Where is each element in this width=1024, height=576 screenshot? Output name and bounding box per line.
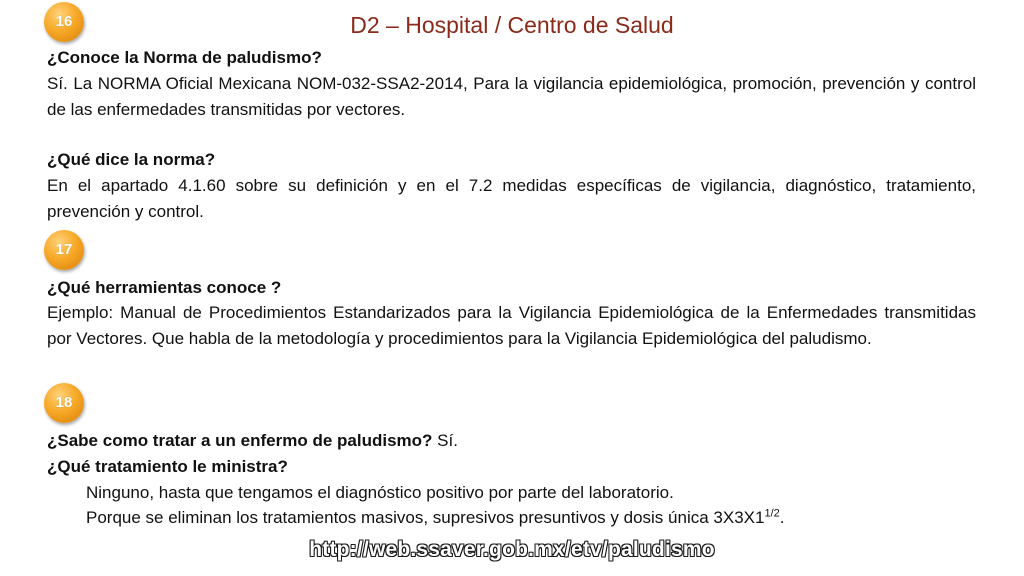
question-dice-norma — [47, 147, 976, 173]
question-label: ¿Qué herramientas conoce ? — [47, 278, 282, 297]
question-label: ¿Conoce la Norma de paludismo? — [47, 48, 322, 67]
answer-text: Porque se eliminan los tratamientos masivos, supresivos presuntivos y dosis única 3X3X1 — [86, 508, 765, 527]
slide-number-badge-16: 16 — [44, 2, 84, 42]
question-tratar — [47, 428, 976, 454]
answer-herramientas: Ejemplo: Manual de Procedimientos Estandarizados para la Vigilancia Epidemiológica de la Enfermedades transmitidas por Vectores. Que habla de la metodología y procedimientos para la Vigilancia Epidemiológica del paludismo. — [47, 303, 976, 348]
question-norma — [47, 45, 976, 71]
slide-number-badge-18: 18 — [44, 383, 84, 423]
page-title: D2 – Hospital / Centro de Salud — [350, 12, 674, 38]
answer-tratamiento-line2 — [86, 505, 976, 531]
question-label: ¿Sabe como tratar a un enfermo de paludismo? — [47, 431, 433, 450]
question-tratamiento — [47, 454, 976, 480]
answer-tratar: Sí. — [432, 431, 458, 450]
question-herramientas — [47, 275, 976, 301]
answer-end: . — [779, 508, 785, 527]
fraction-superscript: 1/2 — [764, 507, 780, 520]
footer-url-link[interactable]: http://web.ssaver.gob.mx/etv/paludismo — [309, 538, 715, 561]
answer-norma: Sí. La NORMA Oficial Mexicana NOM-032-SSA2-2014, Para la vigilancia epidemiológica, promoción, prevención y control de las enfermedades transmitidas por vectores. — [47, 74, 976, 119]
slide-number-badge-17: 17 — [44, 230, 84, 270]
answer-tratamiento-line1: Ninguno, hasta que tengamos el diagnóstico positivo por parte del laboratorio. — [86, 483, 674, 502]
question-label: ¿Qué dice la norma? — [47, 150, 216, 169]
question-label: ¿Qué tratamiento le ministra? — [47, 457, 288, 476]
answer-dice-norma: En el apartado 4.1.60 sobre su definición y en el 7.2 medidas específicas de vigilancia, diagnóstico, tratamiento, prevención y control. — [47, 176, 976, 221]
